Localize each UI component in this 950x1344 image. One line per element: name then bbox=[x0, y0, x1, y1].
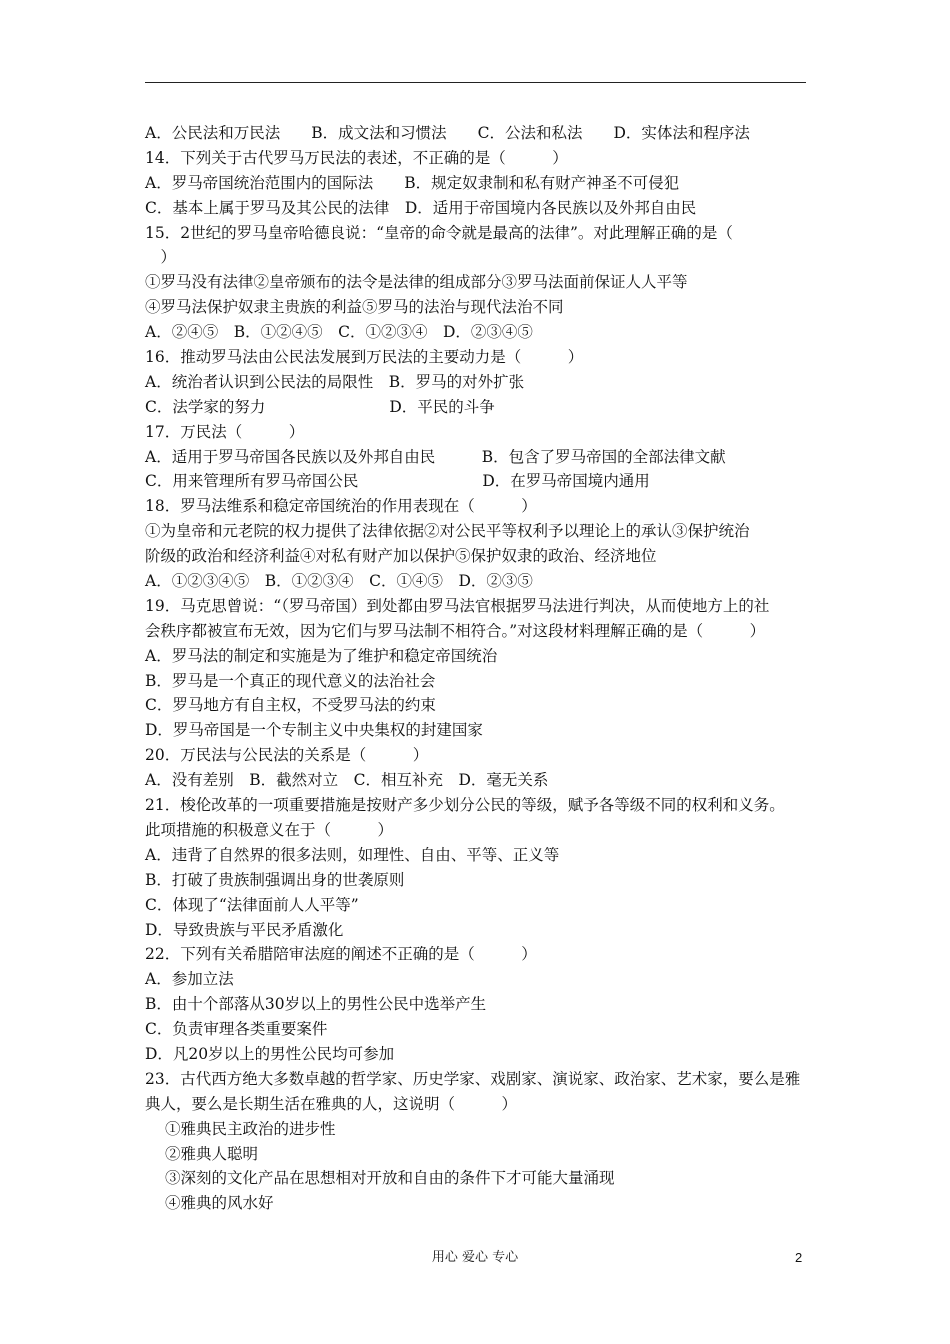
text-line: ） bbox=[145, 248, 177, 267]
text-line: A．②④⑤ B．①②④⑤ C．①②③④ D．②③④⑤ bbox=[145, 323, 533, 342]
text-line: 17．万民法（ ） bbox=[145, 422, 305, 441]
text-line: ③深刻的文化产品在思想相对开放和自由的条件下才可能大量涌现 bbox=[165, 1169, 615, 1188]
header-rule bbox=[145, 82, 806, 83]
text-line: ④雅典的风水好 bbox=[165, 1194, 274, 1213]
text-line: C．体现了“法律面前人人平等” bbox=[145, 895, 359, 914]
text-line: A．公民法和万民法 B．成文法和习惯法 C．公法和私法 D．实体法和程序法 bbox=[145, 124, 750, 142]
text-line: A．没有差别 B．截然对立 C．相互补充 D．毫无关系 bbox=[145, 771, 549, 790]
text-line: 20．万民法与公民法的关系是（ ） bbox=[145, 746, 429, 765]
text-line: ①雅典民主政治的进步性 bbox=[165, 1119, 336, 1138]
text-line: A．罗马帝国统治范围内的国际法 B．规定奴隶制和私有财产神圣不可侵犯 bbox=[145, 173, 680, 192]
text-line: A．违背了自然界的很多法则，如理性、自由、平等、正义等 bbox=[145, 845, 560, 864]
text-line: A．适用于罗马帝国各民族以及外邦自由民 B．包含了罗马帝国的全部法律文献 bbox=[145, 447, 726, 466]
text-line: 22．下列有关希腊陪审法庭的阐述不正确的是（ ） bbox=[145, 945, 537, 964]
text-line: 阶级的政治和经济利益④对私有财产加以保护⑤保护奴隶的政治、经济地位 bbox=[145, 547, 657, 566]
text-line: 23．古代西方绝大多数卓越的哲学家、历史学家、戏剧家、演说家、政治家、艺术家，要么是雅 bbox=[145, 1069, 801, 1088]
text-line: 14．下列关于古代罗马万民法的表述，不正确的是（ ） bbox=[145, 148, 568, 167]
text-line: 21．梭伦改革的一项重要措施是按财产多少划分公民的等级，赋予各等级不同的权利和义务。 bbox=[145, 796, 785, 815]
text-line: 典人，要么是长期生活在雅典的人，这说明（ ） bbox=[145, 1094, 518, 1113]
text-line: B．打破了贵族制强调出身的世袭原则 bbox=[145, 870, 405, 889]
text-line: 此项措施的积极意义在于（ ） bbox=[145, 820, 394, 839]
footer-text: 用心 爱心 专心 bbox=[431, 1250, 519, 1265]
text-line: C．罗马地方有自主权，不受罗马法的约束 bbox=[145, 696, 436, 715]
text-line: A．罗马法的制定和实施是为了维护和稳定帝国统治 bbox=[145, 646, 498, 665]
text-line: ④罗马法保护奴隶主贵族的利益⑤罗马的法治与现代法治不同 bbox=[145, 298, 564, 317]
text-line: D．导致贵族与平民矛盾激化 bbox=[145, 920, 344, 939]
text-line: ①罗马没有法律②皇帝颁布的法令是法律的组成部分③罗马法面前保证人人平等 bbox=[145, 273, 688, 292]
text-line: 16．推动罗马法由公民法发展到万民法的主要动力是（ ） bbox=[145, 348, 584, 367]
text-line: C．负责审理各类重要案件 bbox=[145, 1020, 328, 1039]
text-line: A．参加立法 bbox=[145, 970, 234, 989]
text-line: A．统治者认识到公民法的局限性 B．罗马的对外扩张 bbox=[145, 372, 525, 391]
text-line: 15．2世纪的罗马皇帝哈德良说：“皇帝的命令就是最高的法律”。对此理解正确的是（ bbox=[145, 223, 733, 242]
text-line: C．法学家的努力 D．平民的斗争 bbox=[145, 397, 495, 416]
text-line: B．罗马是一个真正的现代意义的法治社会 bbox=[145, 671, 436, 690]
text-line: ①为皇帝和元老院的权力提供了法律依据②对公民平等权利予以理论上的承认③保护统治 bbox=[145, 522, 750, 541]
text-line: C．用来管理所有罗马帝国公民 D．在罗马帝国境内通用 bbox=[145, 472, 650, 491]
text-line: D．凡20岁以上的男性公民均可参加 bbox=[145, 1044, 395, 1063]
text-line: D．罗马帝国是一个专制主义中央集权的封建国家 bbox=[145, 721, 483, 740]
text-line: ②雅典人聪明 bbox=[165, 1144, 259, 1163]
text-line: 19．马克思曾说：“（罗马帝国）到处都由罗马法官根据罗马法进行判决，从而使地方上的社 bbox=[145, 596, 770, 615]
text-line: B．由十个部落从30岁以上的男性公民中选举产生 bbox=[145, 995, 487, 1014]
text-line: 会秩序都被宣布无效，因为它们与罗马法制不相符合。”对这段材料理解正确的是（ ） bbox=[145, 621, 766, 640]
page-number: 2 bbox=[795, 1250, 803, 1265]
text-line: A．①②③④⑤ B．①②③④ C．①④⑤ D．②③⑤ bbox=[145, 572, 533, 591]
document-body bbox=[145, 121, 825, 1216]
text-line: C．基本上属于罗马及其公民的法律 D．适用于帝国境内各民族以及外邦自由民 bbox=[145, 198, 697, 217]
text-line: 18．罗马法维系和稳定帝国统治的作用表现在（ ） bbox=[145, 497, 537, 516]
